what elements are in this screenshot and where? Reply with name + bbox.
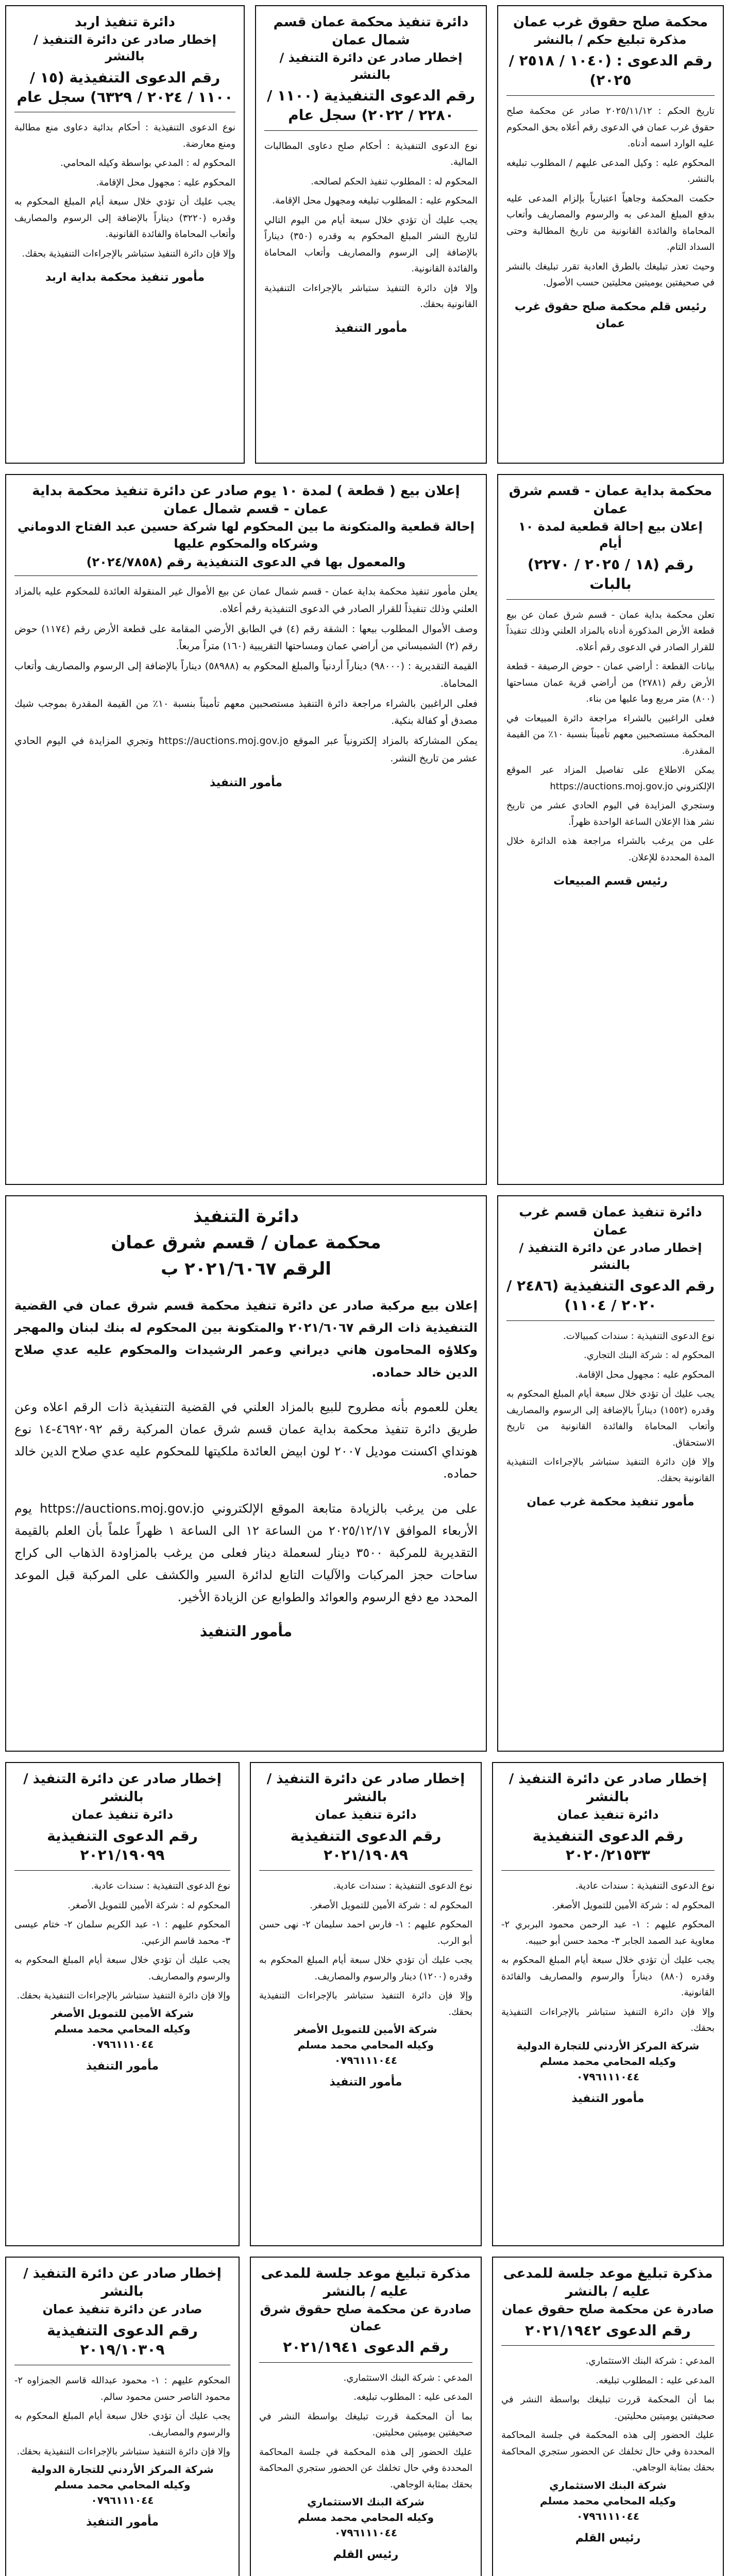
signature: مأمور التنفيذ [86,2515,159,2529]
paragraph: المدعي : شركة البنك الاستثماري. [343,2372,472,2383]
paragraph: إعلان بيع مركبة صادر عن دائرة تنفيذ محكمة قسم شرق عمان في القضية التنفيذية ذات الرقم ٢٠٢١/٦٠٦٧ والمتكونة بين المحكوم له بنك لبنان والمهجر وكلاؤه المحامون هاني ديراني وعمر الرشيدات والمحكوم عليه عدي صلاح الدين خالد حماده. [14,1298,478,1380]
paragraph: وإلا فإن دائرة التنفيذ ستباشر بالإجراءات التنفيذية بحقك. [501,2006,715,2034]
paragraph: المحكوم له : شركة البنك التجاري. [584,1350,715,1361]
lawyer-name: وكيله المحامي محمد مسلم [539,2494,676,2507]
notice-9 [250,1762,482,2246]
signature: مأمور تنفيذ محكمة بداية اربد [45,271,205,284]
case-number: رقم الدعوى ٢٠٢١/١٩٤٢ [525,2321,691,2339]
auction-link[interactable]: يمكن الاطلاع على تفاصيل المزاد عبر الموقع الإلكتروني https://auctions.moj.gov.jo [506,765,715,792]
phone-number: ٠٧٩٦١١١٠٤٤ [334,2054,398,2067]
divider [501,1870,715,1871]
phone-number: ٠٧٩٦١١١٠٤٤ [91,2038,154,2050]
case-number: رقم الدعوى : (١٠٤٠ / ٢٥١٨ / ٢٠٢٥) [508,52,713,89]
lawyer-name: وكيله المحامي محمد مسلم [54,2022,191,2035]
paragraph: وصف الأموال المطلوب بيعها : الشقة رقم (٤) في الطابق الأرضي المقامة على قطعة الأرض رقم (١١٧٤) حوض رقم (٢) الشميساني من أراضي عمان ومساحتها التقريبية (١٦٠) متراً مربعاً. [14,623,478,652]
signature: رئيس قسم المبيعات [553,875,668,888]
paragraph: نوع الدعوى التنفيذية : أحكام بدائية دعاوى منع مطالبة ومنع معارضة. [14,122,235,149]
lawyer-name: وكيله المحامي محمد مسلم [297,2039,434,2052]
paragraph: بما أن المحكمة قررت تبليغك بواسطة النشر في صحيفتين يوميتين محليتين. [259,2411,472,2438]
paragraph: نوع الدعوى التنفيذية : سندات عادية. [575,1880,715,1892]
case-number: رقم الدعوى ٢٠٢١/١٩٤١ [283,2338,449,2355]
paragraph: المحكوم له : شركة الأمين للتمويل الأصغر. [552,1900,715,1911]
paragraph: يعلن مأمور تنفيذ محكمة بداية عمان - قسم شمال عمان عن بيع الأموال غير المنقولة العائدة للمحكوم عليه بالمزاد العلني وذلك تنفيذاً للقرار الصادر في الدعوى التنفيذية رقم أعلاه. [14,586,478,615]
paragraph: المحكوم له : المدعي بواسطة وكيله المحامي. [60,158,235,169]
case-number: رقم الدعوى التنفيذية (١٥ / ١١٠٠ / ٢٠٢٤ / ٦٣٢٩) سجل عام [16,69,233,106]
notice-5 [5,474,487,1185]
paragraph: وإلا فإن دائرة التنفيذ ستباشر بالإجراءات التنفيذية بحقك. [16,2446,230,2458]
paragraph: القيمة التقديرية : (٩٨٠٠٠) ديناراً أردنياً والمبلغ المحكوم به (٥٨٩٨٨) ديناراً بالإضافة إلى الرسوم والمصاريف وأتعاب المحاماة. [14,660,478,689]
notice-subtitle: إعلان بيع إحالة قطعية لمدة ١٠ أيام [518,519,703,551]
signature: مأمور التنفيذ [329,2076,402,2089]
divider [259,1870,472,1871]
paragraph: يجب عليك أن تؤدي خلال سبعة أيام المبلغ المحكوم به وقدره (١٥٥٢) ديناراً بالإضافة إلى الرسوم والمصاريف وأتعاب المحاماة والفائدة القانونية من تاريخ الاستحقاق. [506,1388,715,1448]
paragraph: المحكوم عليهم : ١- محمود عبدالله قاسم الجمزاوه ٢- محمود الناصر حسن محمود سالم. [14,2375,230,2402]
notice-10 [5,1762,240,2246]
company-name: شركة البنك الاستثماري [549,2479,667,2492]
signature: مأمور التنفيذ [571,2092,645,2105]
signature: رئيس قلم محكمة صلح حقوق غرب عمان [514,300,707,330]
paragraph: فعلى الراغبين بالشراء مراجعة دائرة التنفيذ مستصحبين معهم تأميناً بنسبة ١٠٪ من القيمة المقدرة بموجب شيك مصدق أو كفالة بنكية. [14,698,478,727]
paragraph: المدعي : شركة البنك الاستثماري. [585,2355,715,2367]
divider [501,2345,715,2346]
paragraph: المحكوم عليه : مجهول محل الإقامة. [96,177,235,188]
divider [14,575,478,576]
notice-title: إخطار صادر عن دائرة التنفيذ / بالنشر [23,2266,222,2300]
paragraph: وإلا فإن دائرة التنفيذ ستباشر بالإجراءات التنفيذية القانونية بحقك. [264,282,478,310]
notice-title: دائرة التنفيذ [193,1206,299,1227]
notice-1 [497,5,724,464]
paragraph: تعلن محكمة بداية عمان - قسم شرق عمان عن بيع قطعة الأرض المذكورة أدناه بالمزاد العلني وذلك تنفيذاً للقرار الصادر في الدعوى رقم أعلاه. [506,609,715,653]
notice-title: دائرة تنفيذ محكمة عمان قسم شمال عمان [273,14,469,48]
paragraph: تاريخ الحكم : ٢٠٢٥/١١/١٢ صادر عن محكمة صلح حقوق غرب عمان في الدعوى رقم أعلاه بحق المحكوم عليه الوارد اسمه أدناه. [506,106,715,149]
phone-number: ٠٧٩٦١١١٠٤٤ [576,2510,640,2522]
notice-subtitle: إخطار صادر عن دائرة التنفيذ / بالنشر [519,1241,702,1272]
paragraph: فعلى الراغبين بالشراء مراجعة دائرة المبيعات في المحكمة مستصحبين معهم تأميناً بنسبة ١٠٪ من القيمة المقدرة. [506,713,715,756]
case-number: رقم الدعوى التنفيذية ٢٠١٩/١٠٣٠٩ [47,2321,198,2359]
lawyer-name: وكيله المحامي محمد مسلم [54,2478,191,2491]
notice-subtitle: دائرة تنفيذ عمان [557,1807,659,1822]
notice-title: إخطار صادر عن دائرة التنفيذ / بالنشر [508,1771,707,1805]
notice-11 [492,2257,724,2576]
paragraph: على من يرغب بالشراء مراجعة هذه الدائرة خلال المدة المحددة للإعلان. [506,836,715,863]
notice-8 [492,1762,724,2246]
paragraph: يجب عليك أن تؤدي خلال سبعة أيام المبلغ المحكوم به والرسوم والمصاريف. [14,2411,230,2438]
case-number: رقم الدعوى التنفيذية (١١٠٠ / ٢٢٨٠ / ٢٠٢٢) سجل عام [267,87,475,124]
paragraph: المحكوم له : شركة الأمين للتمويل الأصغر. [67,1900,230,1911]
paragraph: يجب عليك أن تؤدي خلال سبعة أيام المبلغ المحكوم به وقدره (٨٨٠) ديناراً والرسوم والمصاريف والفائدة القانونية. [501,1955,715,1998]
paragraph: نوع الدعوى التنفيذية : سندات كمبيالات. [563,1330,715,1342]
notice-subtitle: إحالة قطعية والمتكونة ما بين المحكوم لها شركة حسين عبد الفتاح الدوماني وشركاه والمحكوم عليها [18,519,474,551]
paragraph: المحكوم عليه : وكيل المدعى عليهم / المطلوب تبليغه بالنشر. [506,157,715,185]
notice-7 [5,1195,487,1752]
notice-title: إخطار صادر عن دائرة التنفيذ / بالنشر [266,1771,465,1805]
divider [506,599,715,600]
phone-number: ٠٧٩٦١١١٠٤٤ [576,2070,640,2083]
paragraph: حكمت المحكمة وجاهياً اعتبارياً بإلزام المدعى عليه بدفع المبلغ المدعى به والرسوم والمصاريف وأتعاب المحاماة والفائدة القانونية من تاريخ المطالبة وحتى السداد التام. [506,193,715,253]
notice-6 [497,1195,724,1752]
company-name: شركة المركز الأردني للتجارة الدولية [516,2039,700,2052]
notice-subtitle: دائرة تنفيذ عمان [71,1807,174,1822]
notice-4 [497,474,724,1185]
paragraph: نوع الدعوى التنفيذية : سندات عادية. [91,1880,230,1892]
divider [259,2362,472,2363]
paragraph: المحكوم له : المطلوب تنفيذ الحكم لصالحه. [311,176,478,187]
lawyer-name: وكيله المحامي محمد مسلم [539,2055,676,2067]
paragraph: بيانات القطعة : أراضي عمان - حوض الرصيفة - قطعة الأرض رقم (٢٧٨١) من أراضي قرية عمان مساحتها (٨٠٠) متر مربع وما عليها من بناء. [506,661,715,705]
paragraph: عليك الحضور إلى هذه المحكمة في جلسة المحاكمة المحددة وفي حال تخلفك عن الحضور ستجري المحاكمة بحقك بمثابة الوجاهي. [501,2430,715,2473]
paragraph: وإلا فإن دائرة التنفيذ ستباشر بالإجراءات التنفيذية بحقك. [22,248,235,259]
signature: رئيس القلم [575,2531,641,2545]
paragraph: وحيث تعذر تبليغك بالطرق العادية تقرر تبليغك بالنشر في صحيفتين يوميتين محليتين حسب الأصول. [506,261,715,289]
paragraph: المدعى عليه : المطلوب تبليغه. [596,2375,715,2386]
divider [506,95,715,96]
notice-title: مذكرة تبليغ موعد جلسة للمدعى عليه / بالنشر [503,2266,713,2300]
paragraph: نوع الدعوى التنفيذية : أحكام صلح دعاوى المطالبات المالية. [264,140,478,168]
paragraph: يجب عليك أن تؤدي خلال سبعة أيام المبلغ المحكوم به والرسوم والمصاريف. [14,1955,230,1982]
paragraph: وإلا فإن دائرة التنفيذ ستباشر بالإجراءات التنفيذية بحقك. [259,1990,472,2018]
paragraph: وإلا فإن دائرة التنفيذ ستباشر بالإجراءات التنفيذية القانونية بحقك. [506,1456,715,1484]
phone-number: ٠٧٩٦١١١٠٤٤ [334,2527,398,2539]
paragraph: المحكوم عليهم : ١- عبد الرحمن محمود البربري ٢- معاوية عبد الصمد الجابر ٣- محمد حسن أبو حبيبه. [501,1919,715,1946]
notice-2 [255,5,487,464]
phone-number: ٠٧٩٦١١١٠٤٤ [91,2494,154,2506]
divider [14,1870,230,1871]
notice-subtitle: إخطار صادر عن دائرة التنفيذ / بالنشر [33,32,217,64]
divider [264,130,478,131]
case-number: رقم الدعوى التنفيذية ٢٠٢١/١٩٠٩٩ [47,1827,198,1864]
company-name: شركة البنك الاستثماري [307,2496,425,2509]
notice-title: محكمة صلح حقوق غرب عمان [513,14,708,30]
notice-13 [5,2257,240,2576]
paragraph: وإلا فإن دائرة التنفيذ ستباشر بالإجراءات التنفيذية بحقك. [16,1990,230,2002]
signature: مأمور التنفيذ [334,321,408,335]
notice-subtitle: صادرة عن محكمة صلح حقوق عمان [501,2302,715,2317]
paragraph: يجب عليك أن تؤدي خلال سبعة أيام من اليوم التالي لتاريخ النشر المبلغ المحكوم به وقدره (٣٥٠) ديناراً بالإضافة إلى الرسوم والمصاريف وأتعاب المحاماة والفائدة القانونية. [264,214,478,275]
signature: مأمور تنفيذ محكمة غرب عمان [527,1496,694,1509]
paragraph: وستجري المزايدة في اليوم الحادي عشر من تاريخ نشر هذا الإعلان الساعة الواحدة ظهراً. [506,800,715,827]
notice-title: إعلان بيع ( قطعة ) لمدة ١٠ يوم صادر عن دائرة تنفيذ محكمة بداية عمان - قسم شمال عمان [32,483,460,517]
notice-3 [5,5,245,464]
paragraph: المحكوم عليهم : ١- عبد الكريم سلمان ٢- ختام عيسى ٣- محمد قاسم الزعبي. [14,1919,231,1946]
case-number: رقم الدعوى التنفيذية ٢٠٢١/١٩٠٨٩ [290,1827,442,1864]
signature: مأمور التنفيذ [86,2059,159,2073]
paragraph: يجب عليك أن تؤدي خلال سبعة أيام المبلغ المحكوم به وقدره (١٢٠٠) دينار والرسوم والمصاريف. [259,1955,472,1982]
paragraph: نوع الدعوى التنفيذية : سندات عادية. [333,1880,472,1892]
paragraph: على من يرغب بالزيادة متابعة الموقع الإلكتروني https://auctions.moj.gov.jo يوم الأربعاء الموافق ٢٠٢٥/١٢/١٧ من الساعة ١٢ الى الساعة ١ ظهراً علماً بأن العلم بالقيمة التقديرية للمركبة ٣٥٠٠ دينار لسعملة دينار فعلى من يرغب بالمزاودة الذهاب الى كراج ساحات حجز المركبات والآليات التابع لدائرة السير والكشف على المركبة قبل الموعد المحدد مع دفع الرسوم والعوائد والطوابع عن الزيادة الأخير. [14,1501,478,1605]
divider [506,1320,715,1321]
paragraph: المحكوم عليهم : ١- فارس احمد سليمان ٢- نهى حسن أبو الرب. [259,1919,473,1946]
notice-title: محكمة بداية عمان - قسم شرق عمان [508,483,713,517]
notice-subtitle: صادر عن دائرة تنفيذ عمان [42,2302,202,2317]
paragraph: عليك الحضور إلى هذه المحكمة في جلسة المحاكمة المحددة وفي حال تخلفك عن الحضور ستجري المحاكمة بحقك بمثابة الوجاهي. [259,2446,472,2490]
paragraph: المدعى عليه : المطلوب تبليغه. [353,2392,472,2403]
case-number: الرقم ٢٠٢١/٦٠٦٧ ب [161,1259,331,1279]
notice-subtitle: صادرة عن محكمة صلح حقوق شرق عمان [260,2302,472,2333]
case-number: رقم الدعوى التنفيذية ٢٠٢٠/٢١٥٣٣ [532,1827,684,1864]
notice-subtitle: دائرة تنفيذ عمان [315,1807,417,1822]
paragraph: بما أن المحكمة قررت تبليغك بواسطة النشر في صحيفتين يوميتين محليتين. [501,2394,715,2421]
paragraph: المحكوم عليه : مجهول محل الإقامة. [575,1369,715,1380]
notice-subtitle: محكمة عمان / قسم شرق عمان [111,1232,381,1253]
auction-link[interactable]: يمكن المشاركة بالمزاد إلكترونياً عبر الموقع https://auctions.moj.gov.jo وتجري المزايدة في اليوم الحادي عشر من تاريخ النشر. [14,735,478,764]
lawyer-name: وكيله المحامي محمد مسلم [297,2511,434,2524]
paragraph: المحكوم عليه : المطلوب تبليغه ومجهول محل الإقامة. [272,195,478,207]
company-name: شركة الأمين للتمويل الأصغر [50,2007,194,2020]
notice-12 [250,2257,482,2576]
case-number: والمعمول بها في الدعوى التنفيذية رقم (٢٠٢٤/٧٨٥٨) [86,554,406,569]
case-number: رقم (١٨ / ٢٠٢٥ / ٢٢٧٠) بالبات [527,555,694,592]
paragraph: المحكوم له : شركة الأمين للتمويل الأصغر. [310,1900,472,1911]
paragraph: يجب عليك أن تؤدي خلال سبعة أيام المبلغ المحكوم به وقدره (٣٢٢٠) ديناراً بالإضافة إلى الرسوم والمصاريف وأتعاب المحاماة والفائدة القانونية. [14,196,235,240]
notice-subtitle: إخطار صادر عن دائرة التنفيذ / بالنشر [279,50,463,82]
signature: مأمور التنفيذ [199,1623,293,1640]
company-name: شركة المركز الأردني للتجارة الدولية [31,2463,214,2476]
notice-subtitle: مذكرة تبليغ حكم / بالنشر [534,32,687,47]
notice-title: دائرة تنفيذ عمان قسم غرب عمان [519,1205,702,1239]
signature: مأمور التنفيذ [210,776,282,789]
signature: رئيس القلم [333,2548,399,2562]
notice-title: دائرة تنفيذ اربد [74,14,176,30]
case-number: رقم الدعوى التنفيذية (٢٤٨٦ / ٢٠٢٠ / ١١٠٤) [506,1277,715,1314]
company-name: شركة الأمين للتمويل الأصغر [294,2023,437,2036]
notice-title: إخطار صادر عن دائرة التنفيذ / بالنشر [23,1771,222,1805]
paragraph: يعلن للعموم بأنه مطروح للبيع بالمزاد العلني في القضية التنفيذية ذات الرقم اعلاه وعن طريق دائرة تنفيذ محكمة بداية عمان قسم شرق عمان المركبة رقم ٤٦٩٢٠٩٢-١٤ نوع هونداي اكسنت موديل ٢٠٠٧ لون ابيض العائدة ملكيتها للمحكوم عليه عدي صلاح الدين خالد حماده. [14,1399,478,1481]
notice-title: مذكرة تبليغ موعد جلسة للمدعى عليه / بالنشر [261,2266,471,2300]
